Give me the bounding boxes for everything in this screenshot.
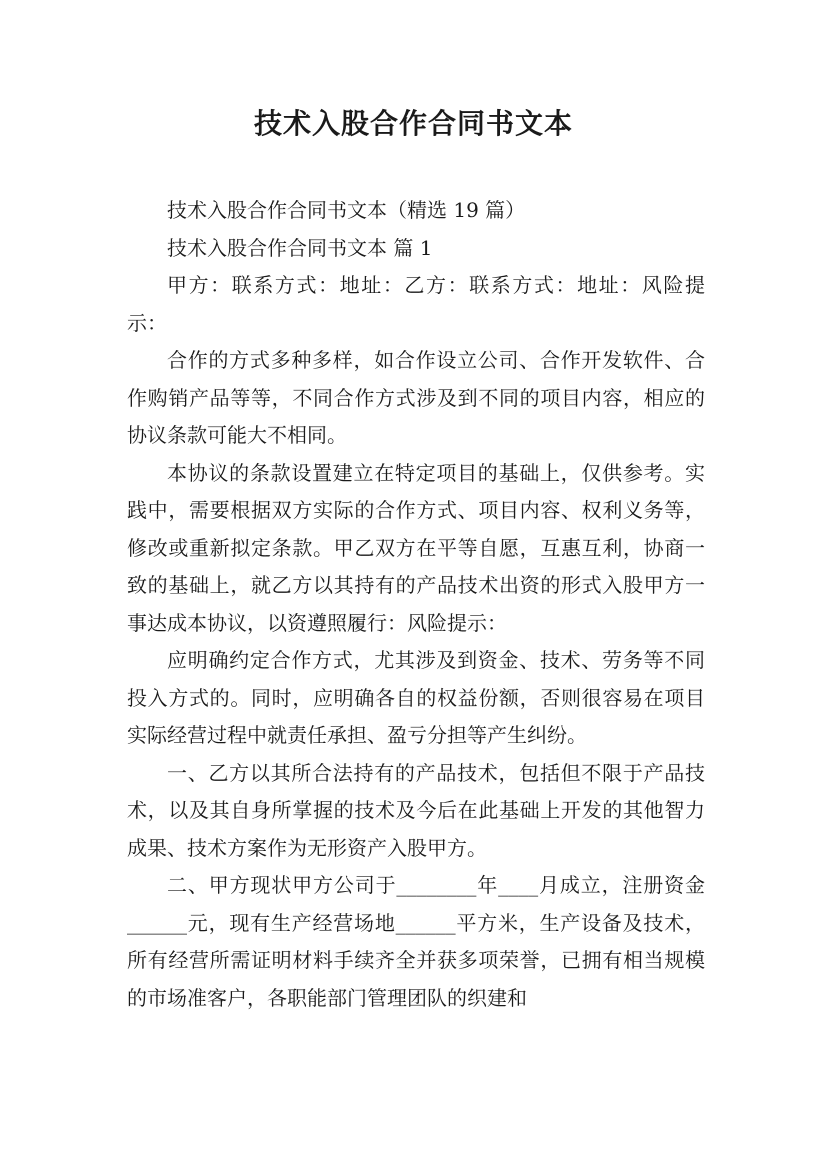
paragraph-section-heading: 技术入股合作合同书文本 篇 1 xyxy=(167,235,433,260)
paragraph-parties: 甲方：联系方式：地址：乙方：联系方式：地址：风险提示： xyxy=(127,273,705,335)
paragraph-agreement-basis: 本协议的条款设置建立在特定项目的基础上，仅供参考。实践中，需要根据双方实际的合作方式、项目内容、权利义务等，修改或重新拟定条款。甲乙双方在平等自愿，互惠互利，协商一致的基础上，就乙方以其持有的产品技术出资的形式入股甲方一事达成本协议，以资遵照履行：风险提示： xyxy=(127,460,705,635)
document-body xyxy=(127,192,705,1017)
paragraph-risk-notice: 应明确约定合作方式，尤其涉及到资金、技术、劳务等不同投入方式的。同时，应明确各自的权益份额，否则很容易在项目实际经营过程中就责任承担、盈亏分担等产生纠纷。 xyxy=(127,648,705,747)
paragraph-cooperation-methods: 合作的方式多种多样，如合作设立公司、合作开发软件、合作购销产品等等，不同合作方式涉及到不同的项目内容，相应的协议条款可能大不相同。 xyxy=(127,348,705,447)
paragraph-subtitle: 技术入股合作合同书文本（精选 19 篇） xyxy=(167,198,526,222)
paragraph-clause-one: 一、乙方以其所合法持有的产品技术，包括但不限于产品技术，以及其自身所掌握的技术及今后在此基础上开发的其他智力成果、技术方案作为无形资产入股甲方。 xyxy=(127,760,705,860)
document-title: 技术入股合作合同书文本 xyxy=(253,107,573,140)
paragraph-clause-two: 二、甲方现状甲方公司于________年____月成立，注册资金______元，现有生产经营场地______平方米，生产设备及技术，所有经营所需证明材料手续齐全并获多项荣誉，已拥有相当规模的市场准客户，各职能部门管理团队的织建和 xyxy=(127,873,705,1010)
